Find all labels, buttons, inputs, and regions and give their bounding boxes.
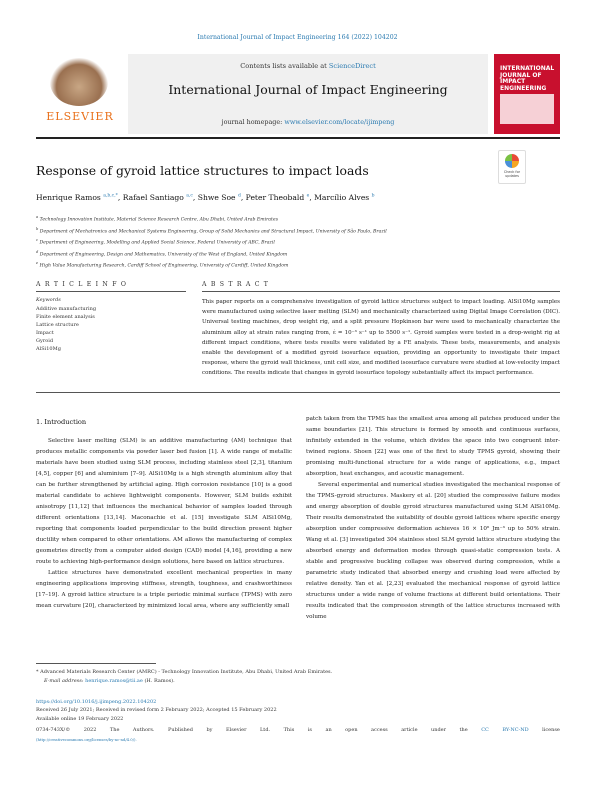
affiliation-mark: a [36, 215, 39, 219]
author-affiliation-marks[interactable]: d [237, 193, 241, 199]
keyword-item: Lattice structure [36, 322, 79, 329]
keywords-list [36, 305, 186, 354]
journal-title: International Journal of Impact Engineering [168, 82, 448, 97]
journal-cover-thumbnail [494, 54, 560, 134]
abstract-heading: A B S T R A C T [202, 281, 270, 288]
keywords-title: Keywords [36, 297, 61, 303]
body-column-right [306, 414, 560, 623]
author-affiliation-marks[interactable]: a,b,c,* [103, 193, 118, 199]
footnote-email-line [36, 677, 560, 686]
email-label: E-mail address: [44, 678, 86, 684]
email-link[interactable]: henrique.ramos@tii.ae [85, 678, 143, 684]
keyword-item: Impact [36, 330, 54, 337]
article-history [36, 698, 560, 723]
author-name[interactable]: Shwe Soe [197, 193, 236, 202]
author-affiliation-marks[interactable]: e [306, 193, 310, 199]
affiliation-mark: b [36, 226, 39, 231]
license-statement [36, 727, 560, 733]
affiliation-item [36, 259, 560, 271]
elsevier-tree-icon [50, 58, 108, 106]
corresponding-author-footnote [36, 668, 560, 686]
affiliation-text: Department of Mechatronics and Mechanical Systems Engineering, Group of Solid Mechanics and Structural Impact, University of São Paulo, Brazil [39, 229, 387, 235]
keyword-item: Finite element analysis [36, 314, 95, 321]
abstract-rule [202, 291, 560, 292]
check-updates-icon [505, 154, 519, 168]
keyword-item: AlSi10Mg [36, 346, 61, 353]
license-word: Ltd. [259, 727, 271, 733]
journal-homepage-line [128, 118, 488, 126]
affiliation-item [36, 236, 560, 248]
body-column-left [36, 436, 292, 612]
affiliation-mark: c [36, 238, 39, 243]
available-online-date: Available online 19 February 2022 [36, 715, 124, 722]
sciencedirect-link[interactable]: ScienceDirect [328, 62, 376, 70]
affiliation-mark: d [36, 249, 39, 254]
homepage-prefix: journal homepage: [221, 118, 285, 126]
publisher-name: ELSEVIER [46, 110, 114, 123]
license-word: under [431, 727, 447, 733]
license-word: the [459, 727, 468, 733]
keyword-item: Gyroid [36, 338, 54, 345]
license-url-link[interactable]: (http://creativecommons.org/licenses/by-nc-nd/4.0/). [36, 737, 137, 742]
footnote-affiliation: * Advanced Materials Research Center (AMRC) - Technology Innovation Institute, Abu Dhabi, United Arab Emirates. [36, 669, 333, 675]
author-affiliation-marks[interactable]: b [371, 193, 375, 199]
affiliation-text: Department of Engineering, Design and Mathematics, University of the West of England, United Kingdom [39, 252, 288, 258]
license-word: Published [168, 727, 193, 733]
check-for-updates-button[interactable] [498, 150, 526, 184]
license-word: Elsevier [225, 727, 247, 733]
license-link[interactable]: BY-NC-ND [502, 727, 529, 733]
affiliation-text: Department of Engineering, Modelling and Applied Social Science, Federal University of ABC, Brazil [39, 240, 275, 246]
author-name[interactable]: Rafael Santiago [122, 193, 184, 202]
header-divider [36, 137, 560, 139]
affiliation-list [36, 213, 560, 271]
body-paragraph: Lattice structures have demonstrated excellent mechanical properties in many engineering applications improving stiffness, strength, toughness, and crashworthiness [17–19]. A gyroid lattice structure is a triple periodic minimal surface (TPMS) with zero mean curvature [20], characterized by minimized local area, where any sufficiently small [36, 570, 292, 609]
journal-reference-link[interactable]: International Journal of Impact Engineering 164 (2022) 104202 [197, 34, 398, 41]
body-paragraph: Selective laser melting (SLM) is an additive manufacturing (AM) technique that produces metallic components via powder laser bed fusion [1]. A wide range of metallic materials have been studied using SLM process, including stainless steel [2,3], titanium [4,5], copper [6] and aluminium [7–9]. AlSi10Mg is a high strength aluminium alloy that can be further strengthened by artificial aging. High corrosion resistance [10] is a good material candidate to achieve lightweight components. However, SLM builds exhibit anisotropy [11,12] that influences the mechanical behavior of samples loaded through different orientations [13,14]. Maconachie et al. [15] investigate SLM AlSi10Mg, reporting that components loaded perpendicular to the build direction present higher ductility when compared to other orientations. AM allows the manufacturing of complex geometries directly from a computer aided design (CAD) model [4,16], providing a new route to achieving high-performance design solutions, here based on lattice structures. [36, 438, 292, 565]
contents-prefix: Contents lists available at [240, 62, 329, 70]
check-updates-label: Check for updates [503, 170, 521, 178]
author-name[interactable]: Peter Theobald [245, 193, 305, 202]
license-word: license [542, 727, 560, 733]
author-list: Henrique Ramos $^{a,b,c,*}$, Rafael Santiago $^{a,c}$, Shwe Soe $^d$, Peter Theobald $^e$, Marcílio Alves $^b$ [36, 193, 375, 202]
affiliation-item [36, 225, 560, 237]
contents-line [128, 62, 488, 70]
email-suffix: (H. Ramos). [142, 678, 175, 684]
affiliation-item [36, 213, 560, 225]
license-word: Authors. [132, 727, 155, 733]
license-word: 2022 [83, 727, 97, 733]
doi-link[interactable]: https://doi.org/10.1016/j.ijimpeng.2022.104202 [36, 699, 157, 705]
license-word: is [307, 727, 312, 733]
license-word: This [283, 727, 295, 733]
abstract-bottom-rule [36, 392, 560, 393]
introduction-heading: 1. Introduction [36, 418, 87, 426]
license-word: 0734-743X/© [36, 727, 71, 733]
journal-homepage-link[interactable]: www.elsevier.com/locate/ijimpeng [284, 118, 395, 126]
affiliation-text: High Value Manufacturing Research, Cardiff School of Engineering, University of Cardiff, United Kingdom [39, 263, 289, 269]
keyword-item: Additive manufacturing [36, 306, 97, 312]
license-word: open [345, 727, 358, 733]
footnote-rule [36, 663, 156, 664]
article-info-rule [36, 291, 186, 292]
author-affiliation-marks[interactable]: a,c [186, 193, 193, 199]
body-paragraph: patch taken from the TPMS has the smallest area among all patches produced under the same boundaries [21]. This structure is formed by smooth and continuous surfaces, infinitely extended in the volume, which divides the space into two congruent inter-twined regions. Shoen [22] was one of the first to study TPMS gyroid, showing their promising multi-functional structure for a wide range of applications, e.g., impact absorption, heat exchanges, and acoustic management. [306, 416, 560, 477]
license-word: access [371, 727, 388, 733]
article-title: Response of gyroid lattice structures to impact loads [36, 163, 369, 178]
received-dates: Received 26 July 2021; Received in revised form 2 February 2022; Accepted 15 February 2022 [36, 707, 277, 714]
elsevier-logo [36, 56, 124, 128]
license-link[interactable]: CC [481, 727, 489, 733]
abstract-text: This paper reports on a comprehensive investigation of gyroid lattice structures subject to impact loading. AlSi10Mg samples were manufactured using selective laser melting (SLM) and mechanically characterized using Digital Image Correlation (DIC). Universal testing machines, drop weight rig, and a split pressure Hopkinson bar were used to mechanically characterize the aluminium alloy at strain rates ranging from, ε̇ = 10⁻³ s⁻¹ up to 5500 s⁻¹. Gyroid samples were tested in a drop-weight rig at different impact conditions, where tests results were validated by a FE analysis. These tests, measurements, and analysis enable the development of a modified gyroid isosurface equation, providing an opportunity to investigate their impact response, where the gyroid wall thickness, unit cell size, and modified isosurface curvature were studied at low-velocity impact conditions. The results indicate that changes in gyroid isosurface topology substantially affect its impact performance. [202, 299, 560, 377]
license-word: by [206, 727, 213, 733]
license-word: The [109, 727, 120, 733]
cover-title: INTERNATIONAL JOURNAL OF IMPACT ENGINEERING [500, 65, 555, 92]
affiliation-text: Technology Innovation Institute, Material Science Research Centre, Abu Dhabi, United Arab Emirates [39, 217, 278, 223]
affiliation-item [36, 248, 560, 260]
article-info-heading: A R T I C L E I N F O [36, 281, 128, 288]
body-paragraph: Several experimental and numerical studies investigated the mechanical response of the TPMS-gyroid structures. Maskery et al. [20] studied the compressive failure modes and energy absorption of double gyroid structures manufactured using SLM AlSi10Mg. Their results demonstrated the suitability of double gyroid lattices where specific energy absorption under compressive deformation achieves 16 × 10⁶ Jm⁻³ up to 50% strain. Wang et al. [3] investigated 304 stainless steel SLM gyroid lattice structure studying the absorbed energy and deformation modes through quasi-static compression tests. A stable and progressive buckling collapse was observed during compression, while a parametric study indicated that absorbed energy and crushing load were affected by relative density. Yan et al. [2,23] evaluated the mechanical response of gyroid lattice structures under a wide range of volume fractions at different build orientations. Their results indicated that the compression strength of the lattice structures increased with volume [306, 482, 560, 620]
license-word: an [325, 727, 332, 733]
license-word: article [401, 727, 418, 733]
author-name[interactable]: Henrique Ramos [36, 193, 101, 202]
author-name[interactable]: Marcílio Alves [314, 193, 370, 202]
affiliation-mark: e [36, 261, 39, 266]
cover-graphic [500, 94, 554, 124]
